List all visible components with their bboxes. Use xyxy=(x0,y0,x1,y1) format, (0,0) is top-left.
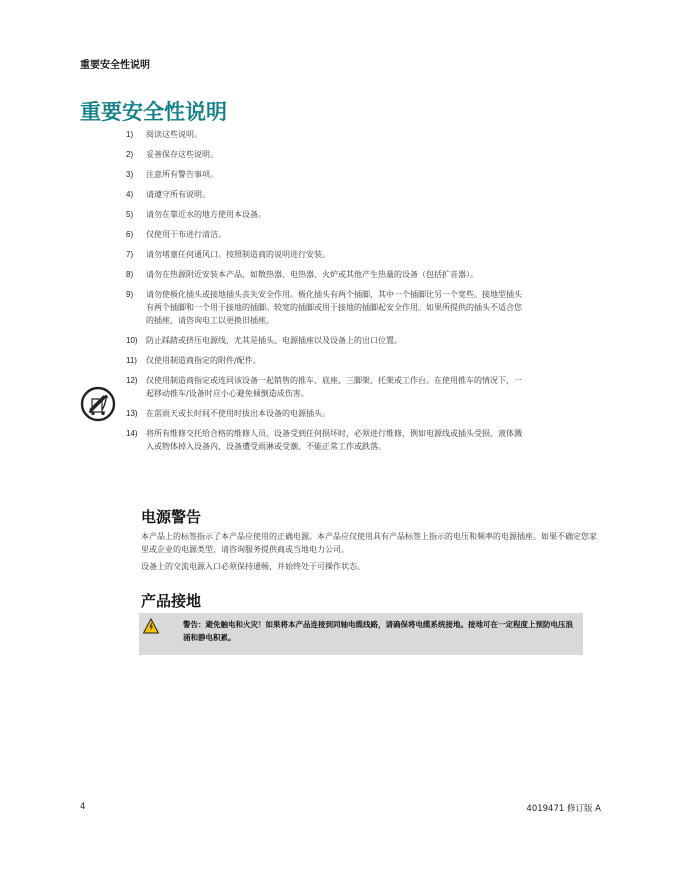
item-number: 14) xyxy=(126,429,138,438)
list-item xyxy=(126,128,526,141)
item-text: 请勿在靠近水的地方使用本设备。 xyxy=(146,210,266,219)
item-number: 6) xyxy=(126,230,134,239)
item-number: 3) xyxy=(126,170,134,179)
list-item xyxy=(126,208,526,221)
cart-tipover-warning-icon xyxy=(80,386,116,422)
item-text: 请勿使极化插头或接地插头丧失安全作用。极化插头有两个插脚，其中一个插脚比另一个宽些。接地型插头有两个插脚和一个用于接地的插脚。较宽的插脚或用于接地的插脚起安全作用。如果所提供的插头不适合您的插座，请咨询电工以更换旧插座。 xyxy=(146,290,522,325)
document-id: 4019471 修订版 A xyxy=(526,804,601,814)
item-number: 9) xyxy=(126,290,134,299)
grounding-warning-box xyxy=(139,613,583,655)
page-number: 4 xyxy=(80,802,86,812)
item-text: 请勿堵塞任何通风口。按照制造商的说明进行安装。 xyxy=(146,250,330,259)
list-item xyxy=(126,427,526,453)
item-text: 将所有维修交托给合格的维修人员。设备受到任何损坏时，必须进行维修，例如电源线或插头受损、液体溅入或物体掉入设备内、设备遭受雨淋或受潮、不能正常工作或跌落。 xyxy=(146,429,522,451)
grounding-heading: 产品接地 xyxy=(141,592,202,610)
list-item xyxy=(126,148,526,161)
running-header: 重要安全性说明 xyxy=(80,60,150,71)
item-text: 仅使用干布进行清洁。 xyxy=(146,230,226,239)
item-number: 13) xyxy=(126,409,138,418)
page-title: 重要安全性说明 xyxy=(80,100,227,124)
item-text: 仅使用制造商指定或连同该设备一起销售的推车、底座、三脚架、托架或工作台。在使用推车的情况下，一起移动推车/设备时应小心避免倾倒造成伤害。 xyxy=(146,376,522,398)
list-item xyxy=(126,248,526,261)
item-text: 仅使用制造商指定的附件/配件。 xyxy=(146,356,261,365)
warning-triangle-icon xyxy=(143,618,159,634)
item-text: 在雷雨天或长时间不使用时拔出本设备的电源插头。 xyxy=(146,409,330,418)
instruction-list xyxy=(126,128,526,460)
item-number: 5) xyxy=(126,210,134,219)
list-item xyxy=(126,168,526,181)
item-text: 请遵守所有说明。 xyxy=(146,190,210,199)
item-number: 8) xyxy=(126,270,134,279)
item-number: 10) xyxy=(126,336,138,345)
item-text: 注意所有警告事项。 xyxy=(146,170,218,179)
item-number: 1) xyxy=(126,130,134,139)
item-number: 2) xyxy=(126,150,134,159)
grounding-warning-text: 警告：避免触电和火灾！如果将本产品连接到同轴电缆线路，请确保将电缆系统接地。接地可在一定程度上预防电压浪涌和静电积累。 xyxy=(183,620,573,642)
power-inlet-paragraph: 设备上的交流电源入口必须保持通畅，并始终处于可操作状态。 xyxy=(141,562,365,571)
list-item xyxy=(126,334,526,347)
list-item xyxy=(126,228,526,241)
item-text: 阅读这些说明。 xyxy=(146,130,202,139)
list-item xyxy=(126,354,526,367)
power-warning-heading: 电源警告 xyxy=(141,508,202,526)
list-item xyxy=(126,288,526,327)
power-warning-paragraph: 本产品上的标签指示了本产品应使用的正确电源。本产品应仅使用具有产品标签上指示的电压和频率的电源插座。如果不确定您家里或企业的电源类型，请咨询服务提供商或当地电力公司。 xyxy=(141,532,597,554)
item-number: 12) xyxy=(126,376,138,385)
item-number: 7) xyxy=(126,250,134,259)
item-text: 妥善保存这些说明。 xyxy=(146,150,218,159)
item-number: 4) xyxy=(126,190,134,199)
item-number: 11) xyxy=(126,356,137,365)
list-item xyxy=(126,268,526,281)
item-text: 请勿在热源附近安装本产品，如散热器、电热器、火炉或其他产生热量的设备（包括扩音器）。 xyxy=(146,270,478,279)
list-item xyxy=(126,374,526,400)
list-item xyxy=(126,188,526,201)
item-text: 防止踩踏或挤压电源线，尤其是插头、电源插座以及设备上的出口位置。 xyxy=(146,336,402,345)
list-item xyxy=(126,407,526,420)
